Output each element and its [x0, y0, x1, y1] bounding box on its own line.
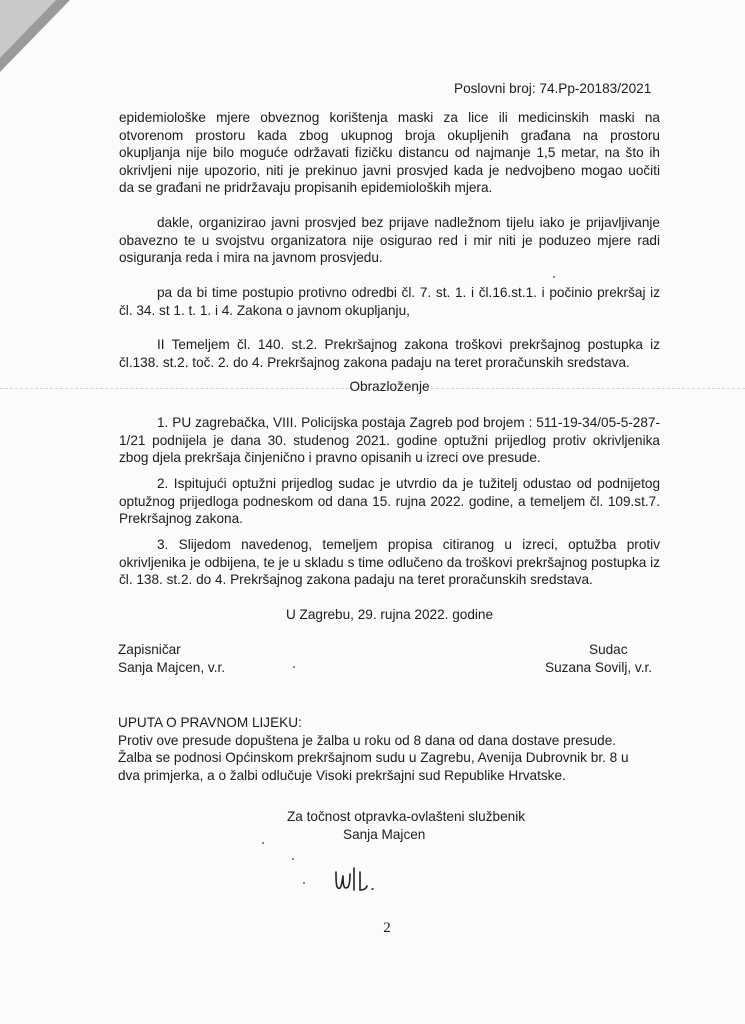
legal-remedy-section — [118, 714, 670, 784]
paragraph-text: II Temeljem čl. 140. st.2. Prekršajnog zakona troškovi prekršajnog postupka iz čl.138. st.2. toč. 2. do 4. Prekršajnog zakona padaju na teret proračunskih sredstava. — [119, 337, 660, 370]
text-line: okupljanja nije bilo moguće održavati fizičku distancu od najmanje 1,5 metar, na što ih — [119, 145, 660, 161]
legal-remedy-line: dva primjerka, a o žalbi odlučuje Visoki prekršajni sud Republike Hrvatske. — [118, 767, 566, 783]
legal-remedy-title: UPUTA O PRAVNOM LIJEKU: — [118, 715, 302, 730]
paragraph-unregistered-protest — [119, 214, 660, 267]
clerk-role: Zapisničar — [118, 642, 181, 657]
paragraph-text: 2. Ispitujući optužni prijedlog sudac je utvrdio da je tužitelj odustao od podnijetog optužnog prijedloga podneskom od dana 15. rujna 2022. godine, a temeljem čl. 109.st.7. Prekršajnog zakona. — [119, 476, 660, 527]
section-title-obrazlozenje: Obrazloženje — [349, 379, 430, 394]
certification-name: Sanja Majcen — [343, 826, 426, 842]
scan-speck — [293, 666, 295, 668]
place-date: U Zagrebu, 29. rujna 2022. godine — [285, 607, 494, 622]
judge-name: Suzana Sovilj, v.r. — [545, 659, 653, 675]
scan-speck — [262, 842, 264, 844]
text-line: da se građani ne pridržavaju propisanih epidemioloških mjera. — [119, 180, 493, 196]
case-number: Poslovni broj: 74.Pp-20183/2021 — [454, 81, 652, 96]
text-line: otvorenom prostoru kada zbog ukupnog broja okupljenih građana na prostoru — [119, 127, 660, 143]
page-number: 2 — [383, 920, 391, 936]
paragraph-costs — [119, 336, 660, 371]
paragraph-text: 1. PU zagrebačka, VIII. Policijska postaja Zagreb pod brojem : 511-19-34/05-5-287-1/21 podnijela je dana 30. studenog 2021. godine optužni prijedlog protiv okrivljenika zbog djela prekršaja činjenično i pravno opisanih u izreci ove presude. — [119, 415, 660, 466]
text-line: okrivljeni nije upozorio, niti je prekinuo javni prosvjed kada je nedvojbeno mogao uočiti — [119, 162, 660, 178]
clerk-name: Sanja Majcen, v.r. — [118, 659, 226, 675]
paragraph-text: 3. Slijedom navedenog, temeljem propisa citiranog u izreci, optužba protiv okrivljenika je odbijena, te je u skladu s time odlučeno da troškovi prekršajnog postupka iz čl. 138. st.2. do 4. Prekršajnog zakona padaju na teret proračunskih sredstava. — [119, 537, 660, 588]
reasoning-point-1 — [119, 414, 660, 467]
certification-block — [287, 808, 525, 843]
clerk-signature-block — [118, 641, 225, 676]
reasoning-point-3 — [119, 536, 660, 589]
handwritten-signature — [330, 862, 390, 902]
judge-signature-block — [545, 641, 652, 676]
paragraph-text: pa da bi time postupio protivno odredbi čl. 7. st. 1. i čl.16.st.1. i počinio prekršaj iz čl. 34. st 1. t. 1. i 4. Zakona o javnom okupljanju, — [119, 285, 660, 318]
paragraph-violation — [119, 284, 660, 319]
paragraph-text: dakle, organizirao javni prosvjed bez prijave nadležnom tijelu iako je prijavljivanje obavezno te u svojstvu organizatora nije osigurao red i mir niti je poduzeo mjere radi osiguranja reda i mira na javnom prosvjedu. — [119, 215, 660, 266]
judge-role: Sudac — [589, 642, 628, 657]
text-line: epidemiološke mjere obveznog korištenja maski za lice ili medicinskih maski na — [119, 110, 660, 125]
scan-speck — [303, 882, 305, 884]
scan-speck — [292, 858, 294, 860]
certification-line: Za točnost otpravka-ovlašteni službenik — [287, 809, 526, 824]
folded-corner-shade — [0, 0, 56, 58]
paragraph-epidemic-measures — [119, 109, 660, 197]
legal-remedy-line: Protiv ove presude dopuštena je žalba u roku od 8 dana od dana dostave presude. — [118, 732, 617, 748]
reasoning-point-2 — [119, 475, 660, 528]
legal-remedy-line: Žalba se podnosi Općinskom prekršajnom sudu u Zagrebu, Avenija Dubrovnik br. 8 u — [118, 750, 629, 766]
scan-speck — [553, 276, 555, 278]
